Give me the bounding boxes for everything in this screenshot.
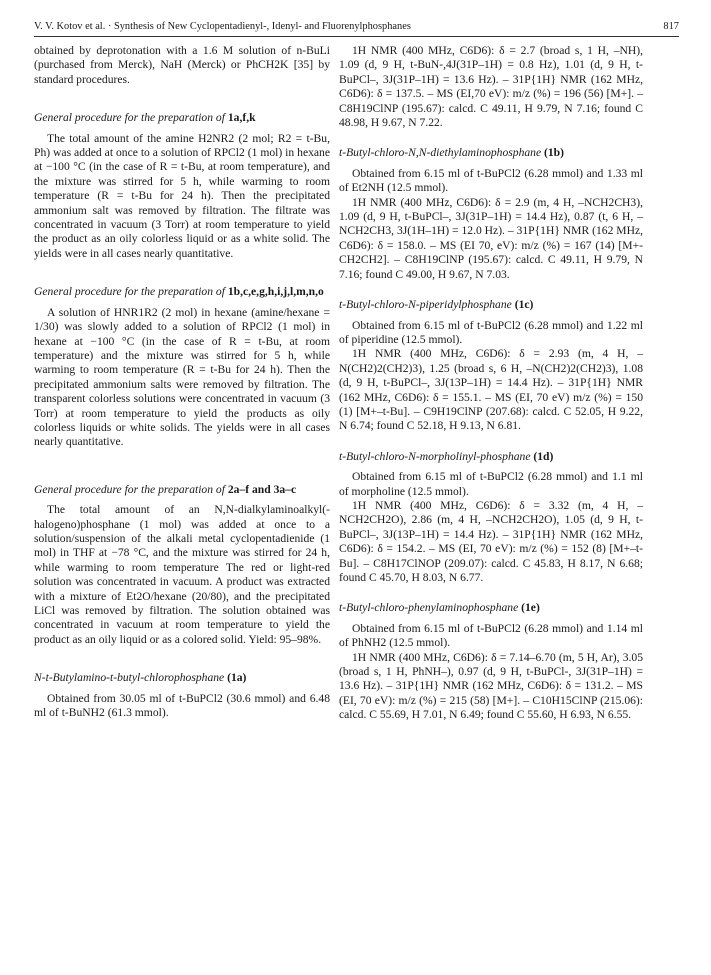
entry-1e-heading-text: t-Butyl-chloro-phenylaminophosphane xyxy=(339,601,522,615)
running-title: V. V. Kotov et al. · Synthesis of New Cyclopentadienyl-, Idenyl- and Fluorenylphosphanes xyxy=(34,21,411,32)
entry-1b-data: 1H NMR (400 MHz, C6D6): δ = 2.9 (m, 4 H, –NCH2CH3), 1.09 (d, 9 H, t-BuPCl–, 3J(31P–1H) = 14.4 Hz), 0.87 (t, 6 H, –NCH2CH3, 3J(1H–1H) = 12.0 Hz). – 31P{1H} NMR (162 MHz, C6D6): δ = 158.0. – MS (EI 70, eV): m/z (%) = 167 (14) [M+-CH2CH2]. – C8H19ClNP (195.67): calcd. C 49.11, H 9.79, N 7.16; found C 49.00, H 9.67, N 7.03. xyxy=(339,195,643,281)
section-heading-2-text: General procedure for the preparation of xyxy=(34,285,228,299)
left-column xyxy=(34,44,330,720)
section-heading-4-text: N-t-Butylamino-t-butyl-chlorophosphane xyxy=(34,671,228,685)
page-number: 817 xyxy=(663,21,679,32)
entry-1d-heading-text: t-Butyl-chloro-N-morpholinyl-phosphane xyxy=(339,449,534,463)
section-body-2: A solution of HNR1R2 (2 mol) in hexane (amine/hexane = 1/30) was slowly added to a solution of RPCl2 (1 mol) in hexane at −100 °C (in the case of R = t-Bu, at room temperature) and the mixture was stirred for 5 h, while warming to room temperature (R = t-Bu for 24 h). Then the precipitated ammonium salts were removed by filtration. The transparent colorless solutions were concentrated in vacuum (3 Torr) at room temperature to yield the products as oily colorless liquids or white solids. The yields were in all cases nearly quantitative. xyxy=(34,305,330,449)
section-heading-1 xyxy=(34,111,330,125)
intro-paragraph: obtained by deprotonation with a 1.6 M solution of n-BuLi (purchased from Merck), NaH (Merck) or PhCH2K [35] by standard procedures. xyxy=(34,44,330,86)
entry-1e-compound: (1e) xyxy=(521,601,540,615)
entry-1d-data: 1H NMR (400 MHz, C6D6): δ = 3.32 (m, 4 H, –NCH2CH2O), 2.86 (m, 4 H, –NCH2CH2O), 1.05 (d, 9 H, t-BuPCl–, 3J(13P–1H) = 14.4 Hz). – 31P{1H} NMR (162 MHz, C6D6): δ = 154.2. – MS (EI, 70 eV): m/z (%) = 152 (8) [M+–t-Bu]. – C8H17ClNOP (209.07): calcd. C 45.83, H 8.17, N 6.68; found C 45.70, H 8.03, N 6.77. xyxy=(339,498,643,584)
section-heading-3-compounds: 2a–f and 3a–c xyxy=(227,482,297,496)
entry-1d-obtained: Obtained from 6.15 ml of t-BuPCl2 (6.28 mmol) and 1.1 ml of morpholine (12.5 mmol). xyxy=(339,470,643,498)
section-body-1: The total amount of the amine H2NR2 (2 mol; R2 = t-Bu, Ph) was added at once to a solution of RPCl2 (1 mol) in hexane at −100 °C (in the case of R = t-Bu, at room temperature), and the mixture was stirred for 5 h, while warming to room temperature (R = t-Bu for 24 h). Then the precipitated ammonium salt was removed by filtration. The filtrate was concentrated in vacuum (3 Torr) at room temperature to yield the product as an oily colorless liquid or as a white solid. The yields were in all cases nearly quantitative. xyxy=(34,131,330,260)
entry-1c-obtained: Obtained from 6.15 ml of t-BuPCl2 (6.28 mmol) and 1.22 ml of piperidine (12.5 mmol). xyxy=(339,318,643,346)
entry-1a-data: 1H NMR (400 MHz, C6D6): δ = 2.7 (broad s, 1 H, –NH), 1.09 (d, 9 H, t-BuN-,4J(31P–1H) = 0.8 Hz), 1.01 (d, 9 H, t-BuPCl–, 3J(31P–1H) = 13.6 Hz). – 31P{1H} NMR (162 MHz, C6D6): δ = 137.5. – MS (EI,70 eV): m/z (%) = 196 (56) [M+]. – C8H19ClNP (195.67): calcd. C 49.11, H 9.79, N 7.16; found C 48.98, H 9.67, N 7.22. xyxy=(339,44,643,130)
header-rule xyxy=(34,36,679,37)
entry-1c-heading xyxy=(339,298,643,312)
section-heading-3-text: General procedure for the preparation of xyxy=(34,482,228,496)
entry-1e-data: 1H NMR (400 MHz, C6D6): δ = 7.14–6.70 (m, 5 H, Ar), 3.05 (broad s, 1 H, PhNH–), 0.97 (d, 9 H, t-BuPCl-, 3J(31P–1H) = 13.6 Hz). – 31P{1H} NMR (162 MHz, C6D6): δ = 131.2. – MS (EI, 70 eV): m/z (%) = 215 (58) [M+]. – C10H15ClNP (215.06): calcd. C 55.69, H 7.01, N 6.49; found C 55.60, H 6.93, N 6.55. xyxy=(339,650,643,722)
section-heading-3 xyxy=(34,483,330,497)
section-body-4: Obtained from 30.05 ml of t-BuPCl2 (30.6 mmol) and 6.48 ml of t-BuNH2 (61.3 mmol). xyxy=(34,691,330,720)
section-heading-1-compounds: 1a,f,k xyxy=(227,111,256,125)
section-heading-4-compound: (1a) xyxy=(227,671,247,685)
right-column xyxy=(339,44,643,723)
entry-1b-obtained: Obtained from 6.15 ml of t-BuPCl2 (6.28 mmol) and 1.33 ml of Et2NH (12.5 mmol). xyxy=(339,166,643,195)
entry-1b-heading-text: t-Butyl-chloro-N,N-diethylaminophosphane xyxy=(339,146,545,160)
section-heading-4 xyxy=(34,671,330,685)
section-heading-1-text: General procedure for the preparation of xyxy=(34,111,228,125)
entry-1e-heading xyxy=(339,601,643,615)
entry-1c-data: 1H NMR (400 MHz, C6D6): δ = 2.93 (m, 4 H, –N(CH2)2(CH2)3), 1.25 (broad s, 6 H, –N(CH2)2(CH2)3), 1.08 (d, 9 H, t-BuPCl–, 3J(13P–1H) = 14.4 Hz). – 31P{1H} NMR (162 MHz, C6D6): δ = 155.1. – MS (EI, 70 eV) m/z (%) = 150 (1) [M+–t-Bu]. – C9H19ClNP (207.68): calcd. C 52.05, H 9.22, N 6.74; found C 52.18, H 9.13, N 6.81. xyxy=(339,347,643,433)
section-body-3: The total amount of an N,N-dialkylaminoalkyl(-halogeno)phosphane (1 mol) was added at once to a solution/suspension of the alkali metal cyclopentadienide (1 mol) in THF at −78 °C, and the mixture was stirred for 24 h, while warming to room temperature The red or light-red solution was concentrated in vacuum. A product was extracted with a mixture of Et2O/hexane (20/80), and the precipitated LiCl was removed by filtration. The solution obtained was concentrated in vacuum at room temperature to yield the product as an oily liquid or as a colored solid. Yield: 95–98%. xyxy=(34,503,330,646)
entry-1d-heading xyxy=(339,450,643,464)
entry-1d-compound: (1d) xyxy=(533,449,554,463)
entry-1e-obtained: Obtained from 6.15 ml of t-BuPCl2 (6.28 mmol) and 1.14 ml of PhNH2 (12.5 mmol). xyxy=(339,621,643,650)
section-heading-2-compounds: 1b,c,e,g,h,i,j,l,m,n,o xyxy=(227,285,324,299)
entry-1b-heading xyxy=(339,146,643,160)
section-heading-2 xyxy=(34,285,330,299)
entry-1c-compound: (1c) xyxy=(514,298,534,312)
entry-1b-compound: (1b) xyxy=(544,146,564,160)
entry-1c-heading-text: t-Butyl-chloro-N-piperidylphosphane xyxy=(339,298,515,312)
